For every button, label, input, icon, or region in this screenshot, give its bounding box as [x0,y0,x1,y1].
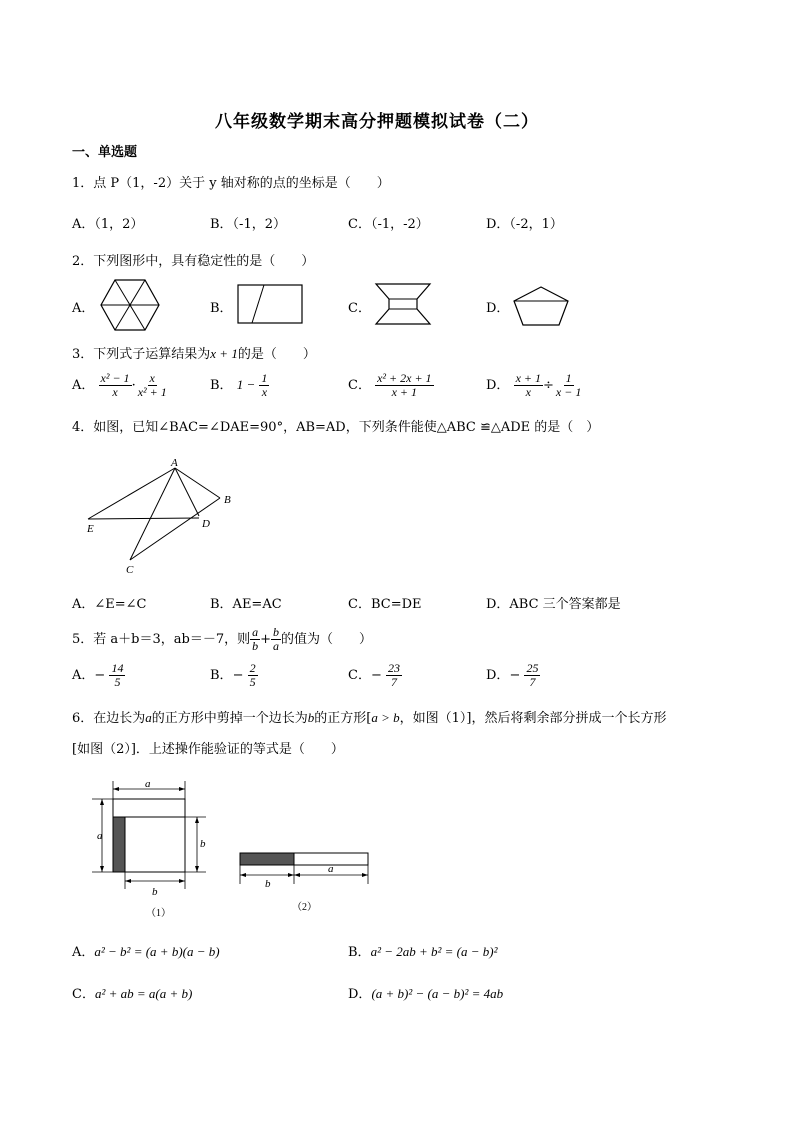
rectangle-strip-figure [238,848,373,918]
question-3-option-a[interactable] [72,372,169,399]
expression: 1 − [236,377,256,392]
denominator: x [112,385,118,399]
denominator: x² + 1 [137,385,167,399]
option-label: A． [72,668,95,683]
math-expr: a² + ab = a(a + b) [94,986,193,1001]
question-5-stem [72,626,372,653]
fig1-caption: （1） [146,908,171,919]
question-5-option-c[interactable] [348,662,402,689]
option-label: C． [348,668,371,683]
label-a: A [171,457,178,469]
denominator: x [525,385,531,399]
sign: − [94,668,106,683]
option-label: B． [348,945,371,960]
label-b: B [224,494,231,506]
question-3-stem-expr: x + 1 [210,346,238,361]
question-3-option-c[interactable] [348,372,434,399]
stem-text: 的正方形[ [314,711,372,726]
question-5-option-b[interactable] [210,662,258,689]
option-label: A． [72,945,95,960]
fraction [250,626,260,653]
question-3-option-b[interactable] [210,372,269,399]
fraction [271,626,281,653]
denominator: x − 1 [555,385,582,399]
denominator: 7 [529,675,536,689]
question-6-option-c[interactable] [72,983,192,1002]
question-3-option-d[interactable] [486,372,583,399]
sign: − [370,668,382,683]
pentagon-figure [513,286,569,326]
option-label: A． [72,378,95,393]
rectangle-figure [237,284,303,324]
math-expr: (a + b)² − (a − b)² = 4ab [371,986,504,1001]
numerator: a [252,625,259,639]
question-4-option-b[interactable]: B．AE=AC [210,597,282,612]
square-cut-figure [88,775,218,920]
label-d: D [202,518,210,530]
fig1-bottom-label: b [152,886,158,898]
question-1-option-b[interactable]: B．（-1，2） [210,217,286,232]
question-3-stem [72,343,316,362]
stem-text: 的正方形中剪掉一个边长为 [151,711,308,726]
math-var: b [307,710,315,725]
fraction [136,372,169,399]
numerator: 14 [111,661,124,675]
question-4-stem: 4．如图，已知∠BAC=∠DAE=90°，AB=AD，下列条件能使△ABC ≌△ADE 的是（ ） [72,420,600,435]
question-2-option-d[interactable]: D． [486,301,510,316]
option-label: B． [210,378,233,393]
fraction [386,662,402,689]
denominator: a [273,639,279,653]
numerator: 1 [565,371,572,385]
stem-text: 5．若 a＋b＝3，ab＝－7，则 [72,632,251,647]
math-expr: a > b [371,710,400,725]
option-label: C． [348,378,371,393]
question-1-stem: 1．点 P（1，-2）关于 y 轴对称的点的坐标是（ ） [72,176,390,191]
numerator: x² − 1 [100,371,130,385]
triangle-figure [82,456,242,580]
denominator: x + 1 [391,385,418,399]
fraction [554,372,583,399]
numerator: 1 [261,371,268,385]
operator: ÷ [543,378,554,393]
option-label: D． [348,987,372,1002]
sign: − [232,668,244,683]
question-4-option-c[interactable]: C．BC=DE [348,597,422,612]
fraction [248,662,258,689]
option-label: D． [486,378,510,393]
question-5-option-d[interactable] [486,662,540,689]
question-1-option-c[interactable]: C．（-1，-2） [348,217,429,232]
math-expr: a² − 2ab + b² = (a − b)² [370,944,498,959]
question-6-option-a[interactable] [72,941,220,960]
question-3-stem-pre: 3．下列式子运算结果为 [72,347,211,362]
fig2-b-label: b [265,878,271,890]
fig2-a-label: a [328,863,334,875]
operator: + [260,632,271,647]
numerator: x [149,371,155,385]
question-1-option-d[interactable]: D．（-2，1） [486,217,563,232]
section-heading: 一、单选题 [72,145,138,160]
denominator: b [252,639,259,653]
fraction [109,662,125,689]
numerator: x + 1 [515,371,542,385]
sign: − [509,668,521,683]
option-label: B． [210,668,233,683]
question-1-option-a[interactable]: A．（1，2） [72,217,144,232]
stem-text: 的值为（ ） [281,632,373,647]
question-2-option-a[interactable]: A． [72,301,95,316]
question-6-line-2: [如图（2）]．上述操作能验证的等式是（ ） [72,742,344,757]
hexagon-figure [100,279,160,331]
math-expr: a² − b² = (a + b)(a − b) [94,944,220,959]
bowtie-figure [375,283,431,325]
fraction [524,662,540,689]
fig1-right-label: b [200,838,206,850]
question-6-option-b[interactable] [348,941,498,960]
question-4-option-d[interactable]: D．ABC 三个答案都是 [486,597,621,612]
numerator: b [273,625,279,639]
question-6-line-1 [72,707,667,726]
numerator: 2 [249,661,256,675]
option-label: D． [486,668,510,683]
fraction [375,372,433,399]
fig1-left-label: a [97,830,103,842]
question-2-option-c[interactable]: C． [348,301,371,316]
fraction [99,372,132,399]
stem-text: ，如图（1）]，然后将剩余部分拼成一个长方形 [399,711,667,726]
stem-text: 6．在边长为 [72,711,146,726]
question-2-option-b[interactable]: B． [210,301,233,316]
numerator: 25 [526,661,539,675]
label-c: C [126,564,134,576]
numerator: 23 [388,661,400,675]
operator: · [131,378,136,393]
label-e: E [87,523,94,535]
question-2-stem: 2．下列图形中，具有稳定性的是（ ） [72,254,315,269]
fig1-top-label: a [145,778,151,790]
denominator: x [261,385,268,399]
math-var: a [145,710,152,725]
option-label: C． [72,987,95,1002]
question-4-option-a[interactable]: A．∠E=∠C [72,597,147,612]
question-6-option-d[interactable] [348,983,503,1002]
page-title: 八年级数学期末高分押题模拟试卷（二） [215,112,539,132]
question-5-option-a[interactable] [72,662,125,689]
fig2-caption: （2） [292,902,317,913]
denominator: 5 [114,675,121,689]
question-3-stem-post: 的是（ ） [237,347,316,362]
fraction [514,372,543,399]
denominator: 7 [391,675,397,689]
denominator: 5 [249,675,256,689]
fraction [259,372,269,399]
numerator: x² + 2x + 1 [377,371,432,385]
